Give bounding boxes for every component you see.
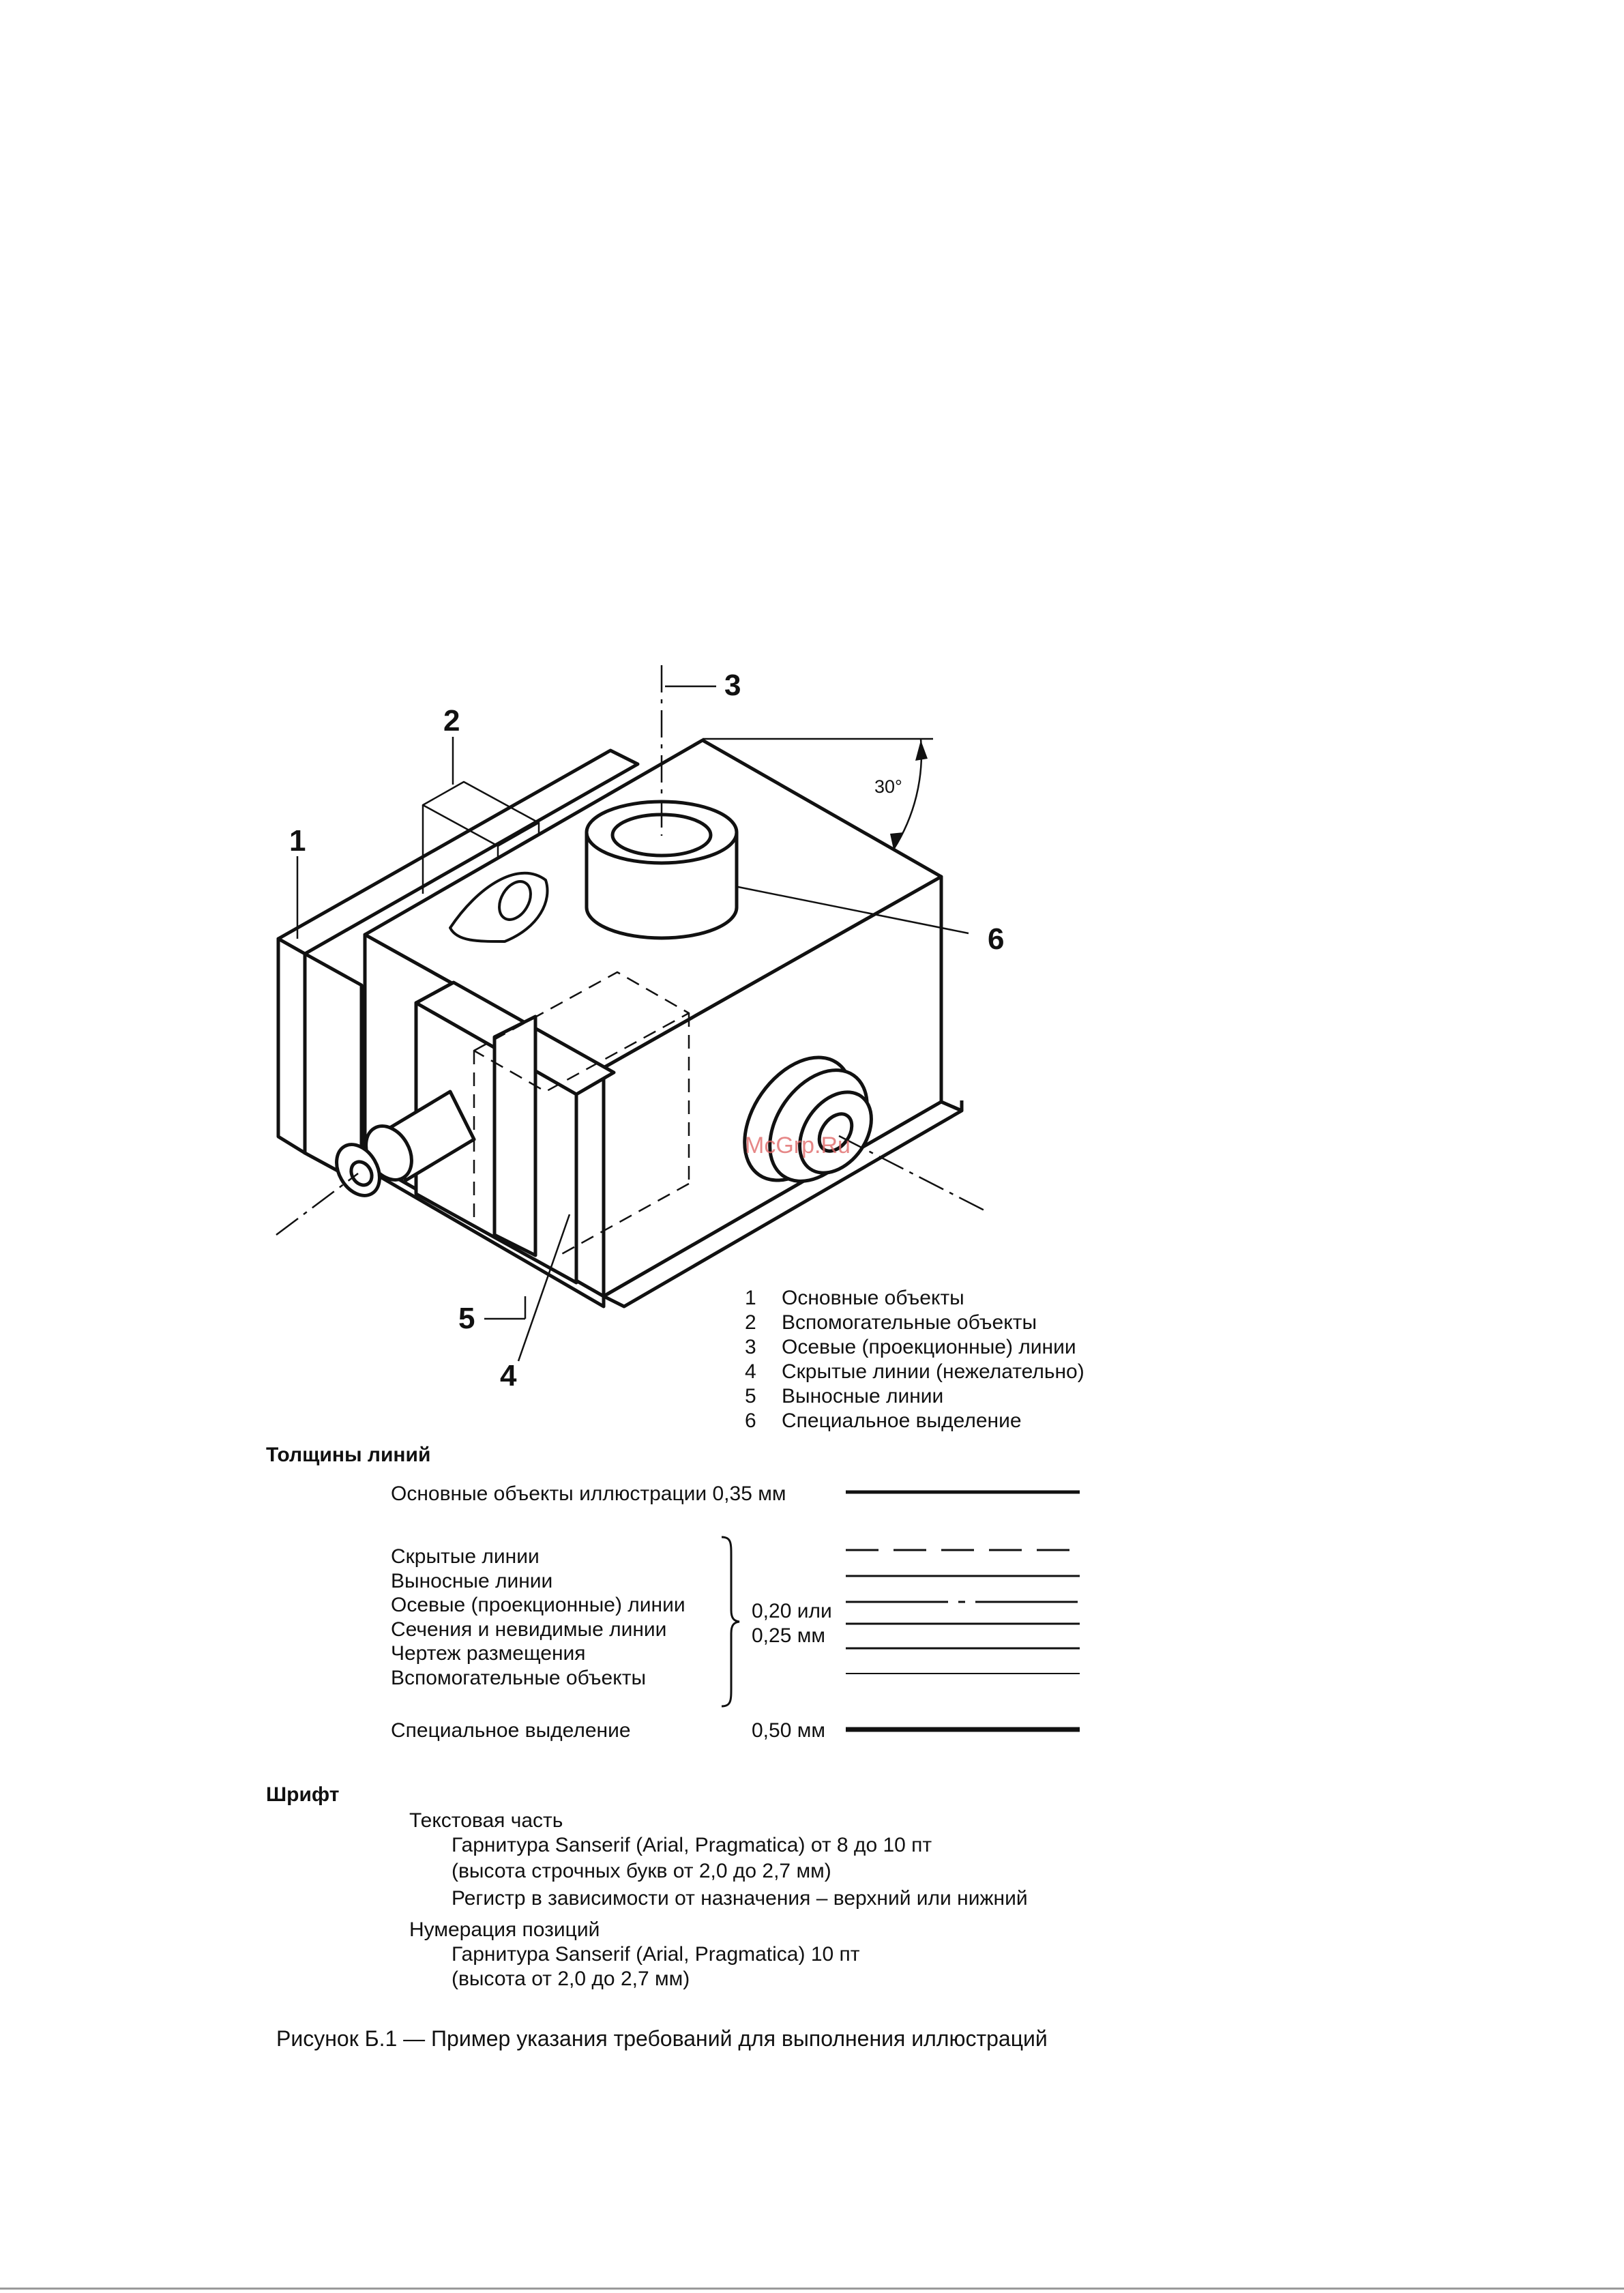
- numbering-title: Нумерация позиций: [409, 1918, 600, 1941]
- line-weights-heading: Толщины линий: [266, 1444, 431, 1466]
- main-objects-label: Основные объекты иллюстрации 0,35 мм: [391, 1483, 786, 1505]
- special-value: 0,50 мм: [752, 1719, 825, 1742]
- legend-item: 2 Вспомогательные объекты: [745, 1311, 1037, 1334]
- legend-item: 5 Выносные линии: [745, 1385, 944, 1407]
- legend-item: 4 Скрытые линии (нежелательно): [745, 1360, 1084, 1383]
- callout-6: 6: [988, 922, 1005, 956]
- numbering-line2: (высота от 2,0 до 2,7 мм): [452, 1968, 690, 1990]
- text-part-title: Текстовая часть: [409, 1809, 563, 1832]
- angle-label: 30°: [874, 776, 902, 797]
- curly-brace: [716, 1535, 743, 1709]
- callout-4: 4: [500, 1359, 517, 1392]
- font-heading: Шрифт: [266, 1783, 340, 1806]
- line-group-item: Сечения и невидимые линии: [391, 1618, 667, 1641]
- line-group-list: [391, 1545, 685, 1690]
- scan-edge-line: [0, 2288, 1624, 2290]
- line-samples: [844, 1480, 1083, 1740]
- special-label: Специальное выделение: [391, 1719, 631, 1742]
- legend-item: 3 Осевые (проекционные) линии: [745, 1336, 1076, 1358]
- legend-item: 1 Основные объекты: [745, 1287, 964, 1309]
- group-value-line1: 0,20 или: [752, 1600, 832, 1622]
- numbering-line1: Гарнитура Sanserif (Arial, Pragmatica) 10 пт: [452, 1943, 860, 1966]
- callout-2: 2: [443, 704, 460, 737]
- callout-1: 1: [289, 824, 306, 858]
- callout-3: 3: [724, 669, 741, 702]
- legend-item: 6 Специальное выделение: [745, 1410, 1022, 1432]
- watermark: McGrp.Ru: [745, 1133, 851, 1158]
- figure-caption: Рисунок Б.1 — Пример указания требований для выполнения иллюстраций: [276, 2026, 1048, 2051]
- text-part-line3: Регистр в зависимости от назначения – верхний или нижний: [452, 1887, 1028, 1910]
- text-part-line2: (высота строчных букв от 2,0 до 2,7 мм): [452, 1860, 831, 1882]
- group-value-line2: 0,25 мм: [752, 1624, 825, 1647]
- line-group-item: Чертеж размещения: [391, 1642, 586, 1665]
- line-group-item: Осевые (проекционные) линии: [391, 1594, 685, 1616]
- legend: [745, 1286, 1084, 1433]
- callout-5: 5: [458, 1302, 475, 1335]
- line-group-item: Скрытые линии: [391, 1545, 540, 1568]
- line-group-item: Вспомогательные объекты: [391, 1666, 647, 1689]
- text-part-line1: Гарнитура Sanserif (Arial, Pragmatica) от 8 до 10 пт: [452, 1834, 932, 1856]
- line-group-item: Выносные линии: [391, 1569, 553, 1592]
